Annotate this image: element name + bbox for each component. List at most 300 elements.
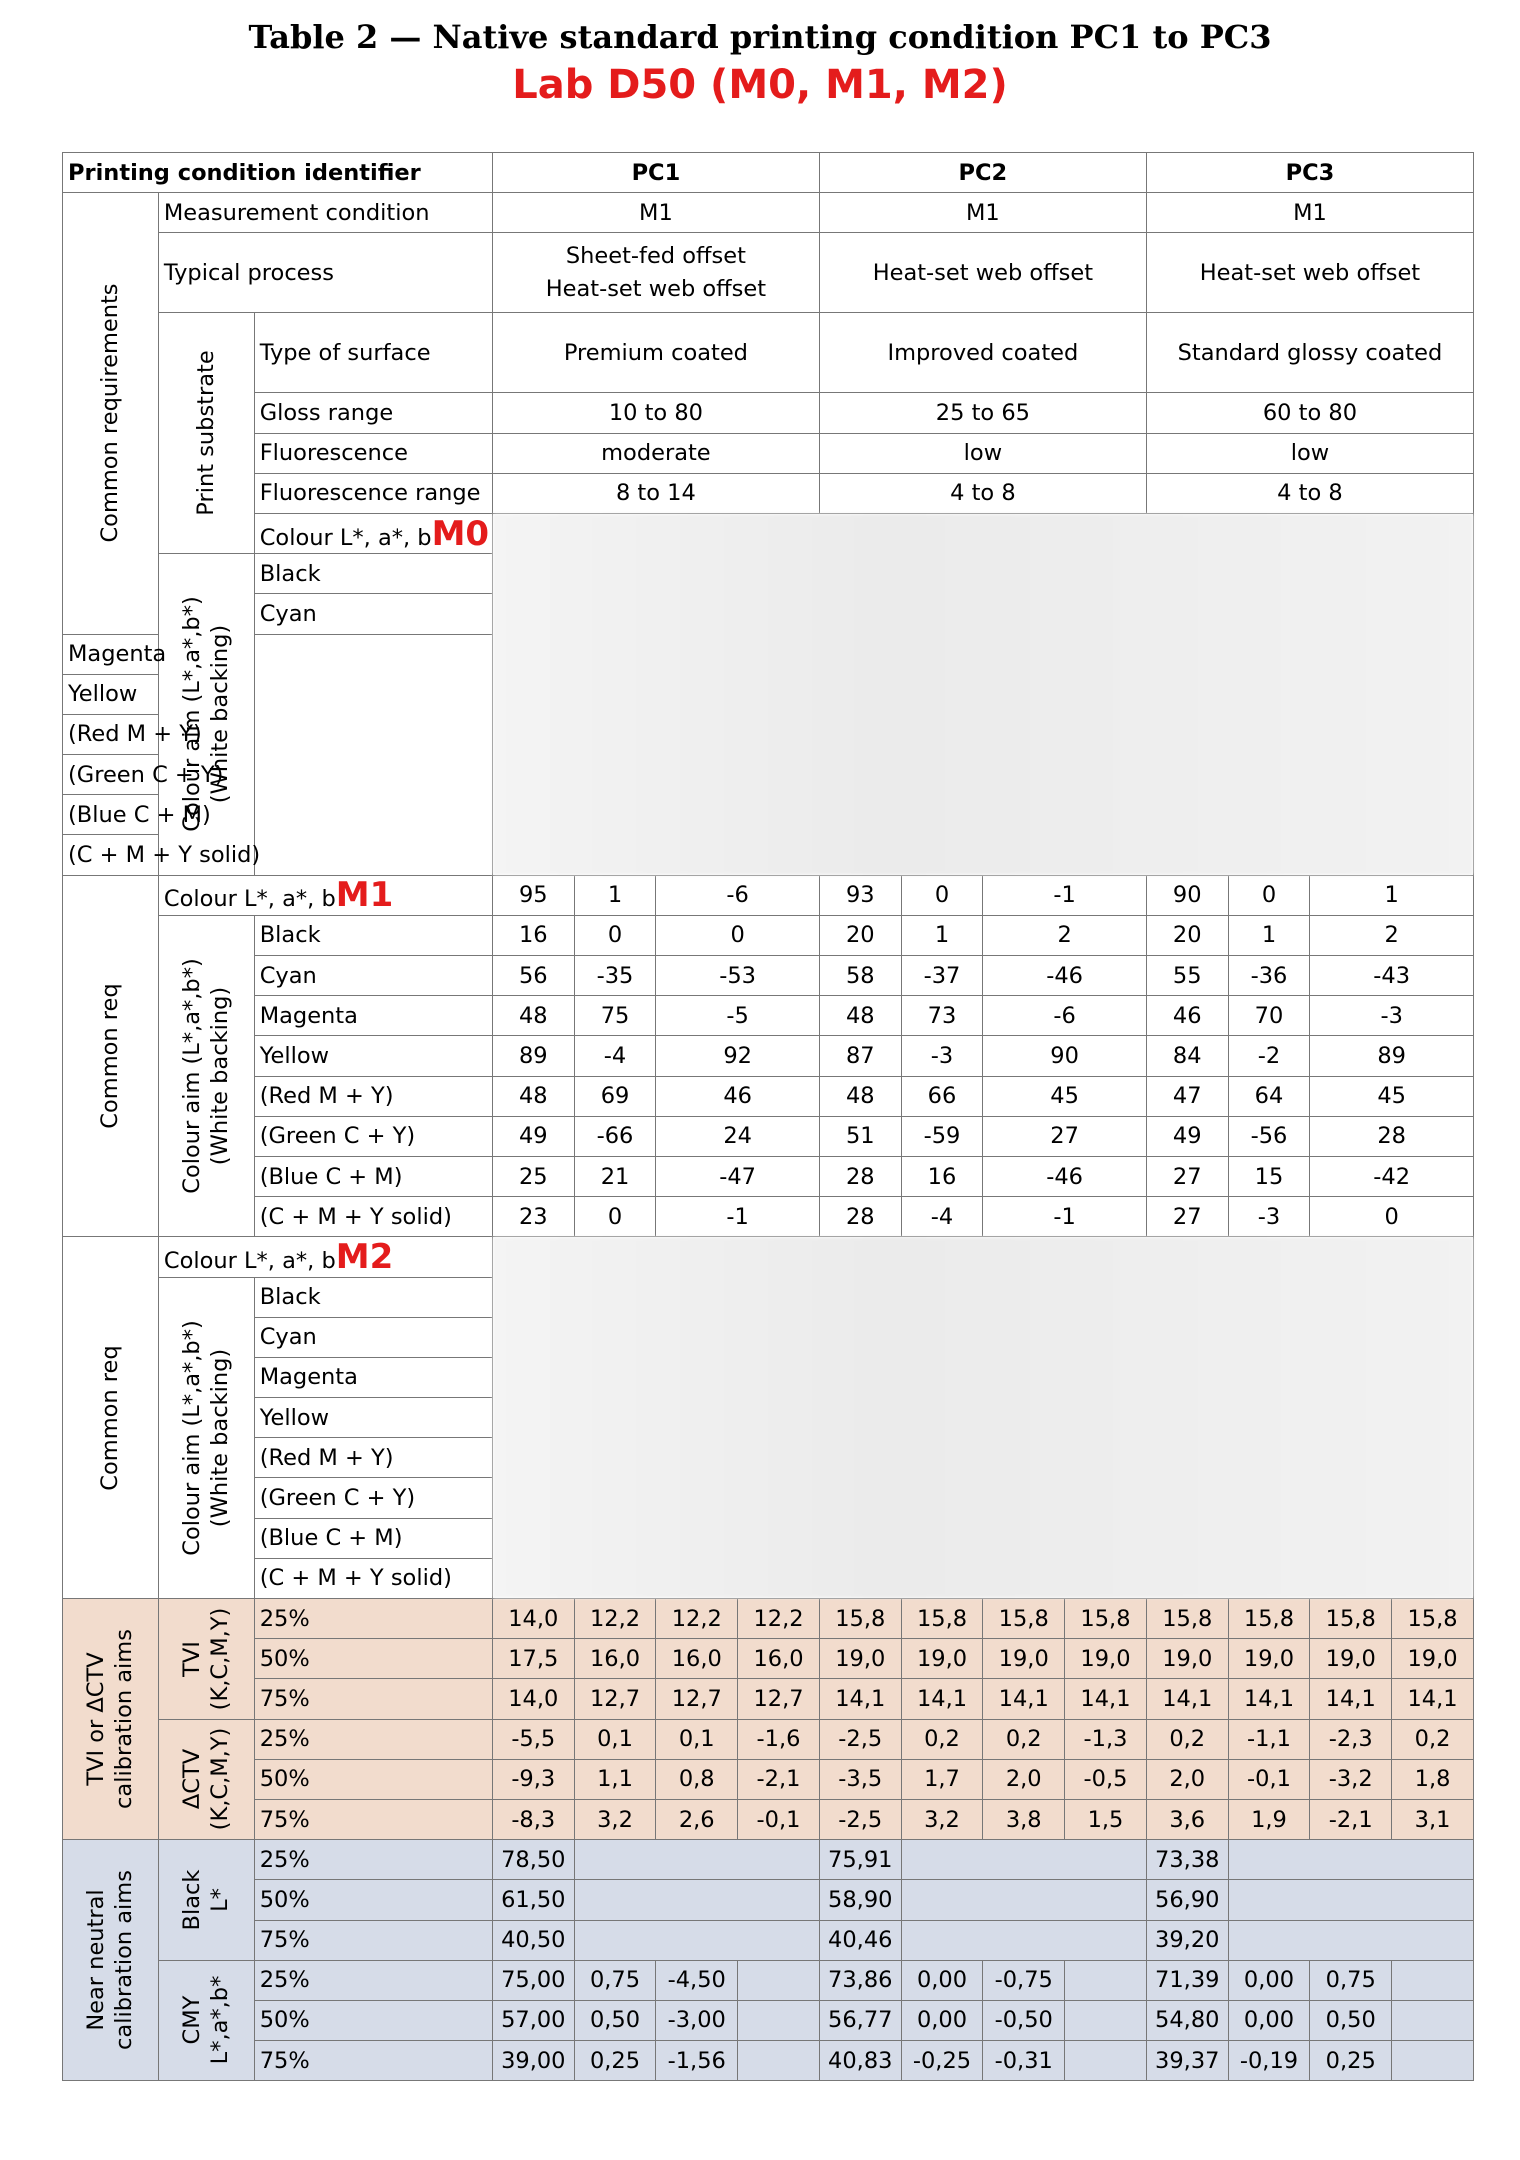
- dctv-value: 0,2: [1392, 1719, 1474, 1759]
- dctv-label-text: [178, 1728, 234, 1831]
- blurred-m0-values: [492, 513, 1473, 875]
- common-req-label-text: [96, 983, 124, 1128]
- m1-value: 90: [1146, 875, 1228, 915]
- tvi-value: 15,8: [1310, 1599, 1392, 1639]
- cmy-value: 73,86: [819, 1960, 901, 2000]
- m1-value: 66: [901, 1076, 983, 1116]
- row-label-text: (Blue C + M): [68, 801, 211, 828]
- empty-cell: [1065, 1960, 1147, 2000]
- cmy-label: [158, 1960, 254, 2081]
- colour-aim-label-m1-text: [178, 958, 234, 1193]
- row-label: [254, 1036, 492, 1076]
- row-label-text: Black: [259, 560, 321, 587]
- tvi-value: 15,8: [819, 1599, 901, 1639]
- cmy-value: -0,31: [983, 2041, 1065, 2081]
- empty-cell: [1228, 1880, 1473, 1920]
- m1-value: -1: [983, 1197, 1147, 1237]
- m1-value: -66: [574, 1116, 656, 1156]
- tvi-value: 19,0: [1146, 1639, 1228, 1679]
- m1-value: -4: [574, 1036, 656, 1076]
- table-row: [63, 313, 1474, 393]
- row-label: [254, 1156, 492, 1196]
- colour-aim-label-text: [178, 597, 234, 832]
- surface-value: Premium coated: [492, 313, 819, 393]
- row-label: [254, 554, 492, 594]
- row-label: [63, 634, 167, 674]
- row-label: [63, 714, 202, 754]
- black-l-label-line: Black: [179, 1869, 206, 1931]
- m1-value: -42: [1310, 1156, 1474, 1196]
- black-l-value: 58,90: [819, 1880, 901, 1920]
- empty-cell: [1228, 1840, 1473, 1880]
- table-row: [63, 393, 1474, 433]
- table-row: [63, 2000, 1474, 2040]
- dctv-value: 0,1: [574, 1719, 656, 1759]
- tvi-value: 15,8: [901, 1599, 983, 1639]
- tvi-group-label-text: [82, 1629, 138, 1809]
- m1-value: -3: [901, 1036, 983, 1076]
- dctv-value: 0,2: [983, 1719, 1065, 1759]
- measurement-marker: M2: [335, 1236, 394, 1277]
- table-row: [63, 956, 1474, 996]
- cmy-value: 56,77: [819, 2000, 901, 2040]
- m1-value: 95: [492, 875, 574, 915]
- dctv-value: -8,3: [492, 1799, 574, 1839]
- row-label: [158, 875, 492, 915]
- table-row: [63, 1237, 1474, 1277]
- tvi-value: 16,0: [574, 1639, 656, 1679]
- cmy-value: -0,19: [1228, 2041, 1310, 2081]
- colour-aim-label-m1-line: (White backing): [207, 986, 234, 1166]
- row-label-text: Yellow: [68, 681, 138, 708]
- m1-value: 49: [492, 1116, 574, 1156]
- row-label: [254, 2041, 492, 2081]
- row-label: [254, 1679, 492, 1719]
- tvi-value: 14,0: [492, 1679, 574, 1719]
- row-label-text: Black: [259, 1284, 321, 1311]
- tvi-value: 19,0: [901, 1639, 983, 1679]
- m1-value: 25: [492, 1156, 574, 1196]
- tvi-group-label-line: calibration aims: [111, 1629, 138, 1810]
- fluor-value: low: [819, 433, 1146, 473]
- tvi-value: 16,0: [656, 1639, 738, 1679]
- m1-value: 51: [819, 1116, 901, 1156]
- colour-aim-label: [158, 554, 254, 876]
- tvi-label-line: TVI: [179, 1640, 206, 1677]
- row-label-text: 75%: [259, 1927, 310, 1954]
- table-row: [63, 433, 1474, 473]
- m1-value: 90: [983, 1036, 1147, 1076]
- table-row: [63, 1880, 1474, 1920]
- m1-value: -37: [901, 956, 983, 996]
- cmy-value: -3,00: [656, 2000, 738, 2040]
- print-substrate-label-line: Print substrate: [193, 350, 220, 516]
- row-label-text: 50%: [259, 2007, 310, 2034]
- dctv-value: 1,1: [574, 1759, 656, 1799]
- common-req-label: [63, 875, 159, 1237]
- table-row: [63, 1920, 1474, 1960]
- colour-aim-label-m2-line: (White backing): [207, 1348, 234, 1527]
- m1-value: 47: [1146, 1076, 1228, 1116]
- surface-value: Standard glossy coated: [1146, 313, 1473, 393]
- tvi-value: 12,2: [574, 1599, 656, 1639]
- colour-aim-label-m1: [158, 915, 254, 1237]
- row-label: [254, 313, 492, 393]
- m1-value: 1: [1228, 915, 1310, 955]
- dctv-value: 1,5: [1065, 1799, 1147, 1839]
- header-identifier: Printing condition identifier: [63, 153, 493, 193]
- common-req-label-m2-text: [96, 1345, 124, 1490]
- tvi-value: 19,0: [983, 1639, 1065, 1679]
- dctv-label-line: (K,C,M,Y): [207, 1728, 234, 1831]
- dctv-value: -2,1: [1310, 1799, 1392, 1839]
- empty-cell: [1392, 2000, 1474, 2040]
- m1-value: 46: [1146, 996, 1228, 1036]
- row-label: [254, 1317, 492, 1357]
- row-label: [254, 1799, 492, 1839]
- empty-cell: [901, 1880, 1146, 1920]
- row-label: [254, 956, 492, 996]
- m1-value: -6: [983, 996, 1147, 1036]
- fluor-value: moderate: [492, 433, 819, 473]
- common-req-label-line: Common req: [97, 983, 124, 1129]
- empty-cell: [574, 1840, 819, 1880]
- row-label-text: (Green C + Y): [68, 761, 224, 788]
- tvi-value: 12,7: [574, 1679, 656, 1719]
- tvi-value: 15,8: [1392, 1599, 1474, 1639]
- m1-value: 23: [492, 1197, 574, 1237]
- colour-aim-label-m1-line: Colour aim (L*,a*,b*): [179, 958, 206, 1194]
- empty-cell: [901, 1840, 1146, 1880]
- row-label: [254, 433, 492, 473]
- gloss-value: 25 to 65: [819, 393, 1146, 433]
- black-l-value: 75,91: [819, 1840, 901, 1880]
- dctv-value: 3,2: [574, 1799, 656, 1839]
- m1-value: 20: [819, 915, 901, 955]
- dctv-value: -1,3: [1065, 1719, 1147, 1759]
- print-substrate-label-text: [192, 351, 220, 516]
- dctv-value: -0,1: [1228, 1759, 1310, 1799]
- table-row: [63, 1679, 1474, 1719]
- tvi-value: 12,2: [738, 1599, 820, 1639]
- cmy-value: 0,75: [574, 1960, 656, 2000]
- m1-value: 55: [1146, 956, 1228, 996]
- row-label: [63, 795, 211, 835]
- m1-value: 0: [901, 875, 983, 915]
- dctv-value: -3,2: [1310, 1759, 1392, 1799]
- row-label: [254, 1197, 492, 1237]
- fluor_range-value: 4 to 8: [819, 473, 1146, 513]
- m1-value: 0: [574, 915, 656, 955]
- m1-value: 0: [656, 915, 820, 955]
- m1-value: 28: [819, 1156, 901, 1196]
- near-neutral-label-line: Near neutral: [83, 1889, 110, 2031]
- table-row: [63, 1639, 1474, 1679]
- table-row: [63, 1759, 1474, 1799]
- row-label-text: (Blue C + M): [259, 1525, 403, 1552]
- common-requirements-label: [63, 193, 159, 634]
- tvi-value: 14,1: [1228, 1679, 1310, 1719]
- m1-value: 27: [1146, 1156, 1228, 1196]
- m1-value: 27: [1146, 1197, 1228, 1237]
- black-l-value: 40,50: [492, 1920, 574, 1960]
- empty-cell: [738, 2000, 820, 2040]
- cmy-value: 0,00: [901, 2000, 983, 2040]
- m1-value: 1: [574, 875, 656, 915]
- blurred-m2-values: [492, 1237, 1473, 1599]
- tvi-value: 14,0: [492, 1599, 574, 1639]
- row-label: [254, 1438, 492, 1478]
- row-label: [254, 473, 492, 513]
- tvi-value: 15,8: [1146, 1599, 1228, 1639]
- tvi-value: 14,1: [1065, 1679, 1147, 1719]
- m1-value: 15: [1228, 1156, 1310, 1196]
- row-label: [254, 1076, 492, 1116]
- tvi-group-label: [63, 1599, 159, 1840]
- m1-value: -3: [1228, 1197, 1310, 1237]
- cmy-value: 40,83: [819, 2041, 901, 2081]
- colour-aim-label-m2: [158, 1277, 254, 1599]
- dctv-value: 3,1: [1392, 1799, 1474, 1839]
- colour-aim-label-line: (White backing): [207, 625, 234, 804]
- table-subtitle: Lab D50 (M0, M1, M2): [512, 62, 1008, 108]
- cmy-value: 0,00: [1228, 1960, 1310, 2000]
- tvi-value: 12,2: [656, 1599, 738, 1639]
- m1-value: 48: [819, 996, 901, 1036]
- empty-cell: [574, 1920, 819, 1960]
- row-label: [254, 1960, 492, 2000]
- cmy-value: 39,37: [1146, 2041, 1228, 2081]
- colour-aim-label-line: Colour aim (L*,a*,b*): [179, 596, 206, 833]
- row-label: [254, 1357, 492, 1397]
- header-pc3: PC3: [1146, 153, 1473, 193]
- near-neutral-label: [63, 1840, 159, 2081]
- dctv-value: -1,1: [1228, 1719, 1310, 1759]
- typical-pc1-line2: Heat-set web offset: [545, 275, 767, 302]
- m1-value: 93: [819, 875, 901, 915]
- m1-value: 49: [1146, 1116, 1228, 1156]
- m1-value: 45: [1310, 1076, 1474, 1116]
- m1-value: -35: [574, 956, 656, 996]
- row-label: [254, 915, 492, 955]
- cmy-label-line: CMY: [179, 1996, 206, 2045]
- m1-value: -4: [901, 1197, 983, 1237]
- row-label: [254, 1277, 492, 1317]
- dctv-value: 3,8: [983, 1799, 1065, 1839]
- table-row: [63, 153, 1474, 193]
- m1-value: -3: [1310, 996, 1474, 1036]
- row-label-text: Magenta: [259, 1002, 358, 1029]
- tvi-value: 14,1: [901, 1679, 983, 1719]
- m1-value: 89: [1310, 1036, 1474, 1076]
- row-label: [254, 1518, 492, 1558]
- m1-value: 70: [1228, 996, 1310, 1036]
- colour-aim-label-m2-text: [178, 1320, 234, 1555]
- m1-value: 89: [492, 1036, 574, 1076]
- m1-value: -56: [1228, 1116, 1310, 1156]
- row-label-text: Yellow: [259, 1042, 329, 1069]
- dctv-value: 2,6: [656, 1799, 738, 1839]
- row-label-text: Colour L*, a*, b: [163, 1247, 336, 1274]
- row-label-text: Colour L*, a*, b: [259, 524, 432, 551]
- m1-value: -53: [656, 956, 820, 996]
- row-label-text: Fluorescence range: [259, 480, 481, 507]
- tvi-value: 16,0: [738, 1639, 820, 1679]
- row-label: [254, 1920, 492, 1960]
- dctv-value: 3,6: [1146, 1799, 1228, 1839]
- m1-value: -5: [656, 996, 820, 1036]
- tvi-label: [158, 1599, 254, 1720]
- cmy-value: 54,80: [1146, 2000, 1228, 2040]
- black-l-value: 78,50: [492, 1840, 574, 1880]
- dctv-value: 2,0: [983, 1759, 1065, 1799]
- dctv-label: [158, 1719, 254, 1840]
- cmy-value: -0,50: [983, 2000, 1065, 2040]
- row-label-text: Type of surface: [259, 339, 431, 366]
- m1-value: -2: [1228, 1036, 1310, 1076]
- table-row: [63, 1799, 1474, 1839]
- dctv-value: -0,1: [738, 1799, 820, 1839]
- tvi-value: 19,0: [1065, 1639, 1147, 1679]
- row-label: [254, 1478, 492, 1518]
- empty-cell: [738, 2041, 820, 2081]
- table-row: [63, 1076, 1474, 1116]
- tvi-value: 14,1: [819, 1679, 901, 1719]
- row-label-text: Magenta: [68, 641, 167, 668]
- fluor_range-value: 4 to 8: [1146, 473, 1473, 513]
- row-label: [254, 513, 492, 553]
- row-label-text: Cyan: [259, 1324, 317, 1351]
- row-label: [63, 674, 159, 714]
- tvi-value: 14,1: [1310, 1679, 1392, 1719]
- table-row: [63, 193, 1474, 233]
- cmy-value: 39,00: [492, 2041, 574, 2081]
- m1-value: 16: [901, 1156, 983, 1196]
- black-l-label: [158, 1840, 254, 1961]
- tvi-value: 14,1: [983, 1679, 1065, 1719]
- m1-value: 84: [1146, 1036, 1228, 1076]
- row-label: [254, 1558, 492, 1598]
- row-label: [254, 1599, 492, 1639]
- header-pc1: PC1: [492, 153, 819, 193]
- cmy-label-line: L*,a*,b*: [207, 1976, 234, 2065]
- tvi-value: 14,1: [1146, 1679, 1228, 1719]
- table-row: [63, 1197, 1474, 1237]
- tvi-value: 15,8: [1065, 1599, 1147, 1639]
- dctv-value: 0,8: [656, 1759, 738, 1799]
- m1-value: 87: [819, 1036, 901, 1076]
- table-row: [63, 1036, 1474, 1076]
- row-label-text: Yellow: [259, 1404, 329, 1431]
- empty-cell: [1065, 2041, 1147, 2081]
- cmy-value: -0,25: [901, 2041, 983, 2081]
- row-label-text: (Green C + Y): [259, 1485, 416, 1512]
- m1-value: -36: [1228, 956, 1310, 996]
- measurement-marker: M1: [335, 875, 394, 916]
- m1-value: 58: [819, 956, 901, 996]
- cmy-value: 0,25: [1310, 2041, 1392, 2081]
- m1-value: 0: [1228, 875, 1310, 915]
- black-l-value: 39,20: [1146, 1920, 1228, 1960]
- row-label-text: Colour L*, a*, b: [163, 886, 336, 913]
- cmy-value: 0,50: [574, 2000, 656, 2040]
- tvi-value: 14,1: [1392, 1679, 1474, 1719]
- cmy-value: 57,00: [492, 2000, 574, 2040]
- gloss-value: 60 to 80: [1146, 393, 1473, 433]
- surface-value: Improved coated: [819, 313, 1146, 393]
- row-label-text: 50%: [259, 1645, 310, 1672]
- common-requirements-label-line: Common requirements: [97, 283, 124, 543]
- row-label: [254, 1759, 492, 1799]
- row-label-text: 25%: [259, 1726, 310, 1753]
- fluor-value: low: [1146, 433, 1473, 473]
- cmy-value: 0,00: [901, 1960, 983, 2000]
- m1-value: 45: [983, 1076, 1147, 1116]
- m1-value: -1: [983, 875, 1147, 915]
- fluor_range-value: 8 to 14: [492, 473, 819, 513]
- tvi-value: 17,5: [492, 1639, 574, 1679]
- tvi-value: 15,8: [1228, 1599, 1310, 1639]
- table-row: [63, 915, 1474, 955]
- print-substrate-label: [158, 313, 254, 554]
- row-label-text: (C + M + Y solid): [259, 1565, 452, 1592]
- dctv-value: -2,5: [819, 1799, 901, 1839]
- black-l-value: 61,50: [492, 1880, 574, 1920]
- black-l-value: 73,38: [1146, 1840, 1228, 1880]
- row-label: [254, 1880, 492, 1920]
- cmy-value: -0,75: [983, 1960, 1065, 2000]
- row-label-text: (Red M + Y): [68, 721, 202, 748]
- m1-value: 21: [574, 1156, 656, 1196]
- m1-value: -47: [656, 1156, 820, 1196]
- common-req-label-m2-line: Common req: [97, 1344, 124, 1491]
- row-label-text: (Blue C + M): [259, 1163, 403, 1190]
- near-neutral-label-line: calibration aims: [111, 1870, 138, 2051]
- black-l-value: 40,46: [819, 1920, 901, 1960]
- black-l-label-text: [178, 1869, 234, 1930]
- row-label-text: Cyan: [259, 600, 317, 627]
- row-label: [254, 996, 492, 1036]
- dctv-value: 0,1: [656, 1719, 738, 1759]
- measurement-marker: M0: [431, 513, 490, 554]
- table-row: [63, 1719, 1474, 1759]
- m1-value: -6: [656, 875, 820, 915]
- cmy-value: 71,39: [1146, 1960, 1228, 2000]
- empty-cell: [738, 1960, 820, 2000]
- dctv-value: 1,9: [1228, 1799, 1310, 1839]
- row-label-text: 75%: [259, 1806, 310, 1833]
- m1-value: -1: [656, 1197, 820, 1237]
- row-label: [254, 1116, 492, 1156]
- tvi-label-text: [178, 1607, 234, 1710]
- empty-cell: [1065, 2000, 1147, 2040]
- m1-value: 24: [656, 1116, 820, 1156]
- cmy-value: -1,56: [656, 2041, 738, 2081]
- table-row: [63, 2041, 1474, 2081]
- colour-aim-label-m2-line: Colour aim (L*,a*,b*): [179, 1320, 206, 1556]
- row-label: [63, 835, 261, 875]
- m1-value: -46: [983, 956, 1147, 996]
- m1-value: 75: [574, 996, 656, 1036]
- m1-value: 27: [983, 1116, 1147, 1156]
- row-label-text: 25%: [259, 1605, 310, 1632]
- m1-value: 0: [574, 1197, 656, 1237]
- row-label-text: Black: [259, 922, 321, 949]
- m1-value: -46: [983, 1156, 1147, 1196]
- m1-value: 28: [1310, 1116, 1474, 1156]
- table-row: [63, 513, 1474, 553]
- row-label: [254, 1719, 492, 1759]
